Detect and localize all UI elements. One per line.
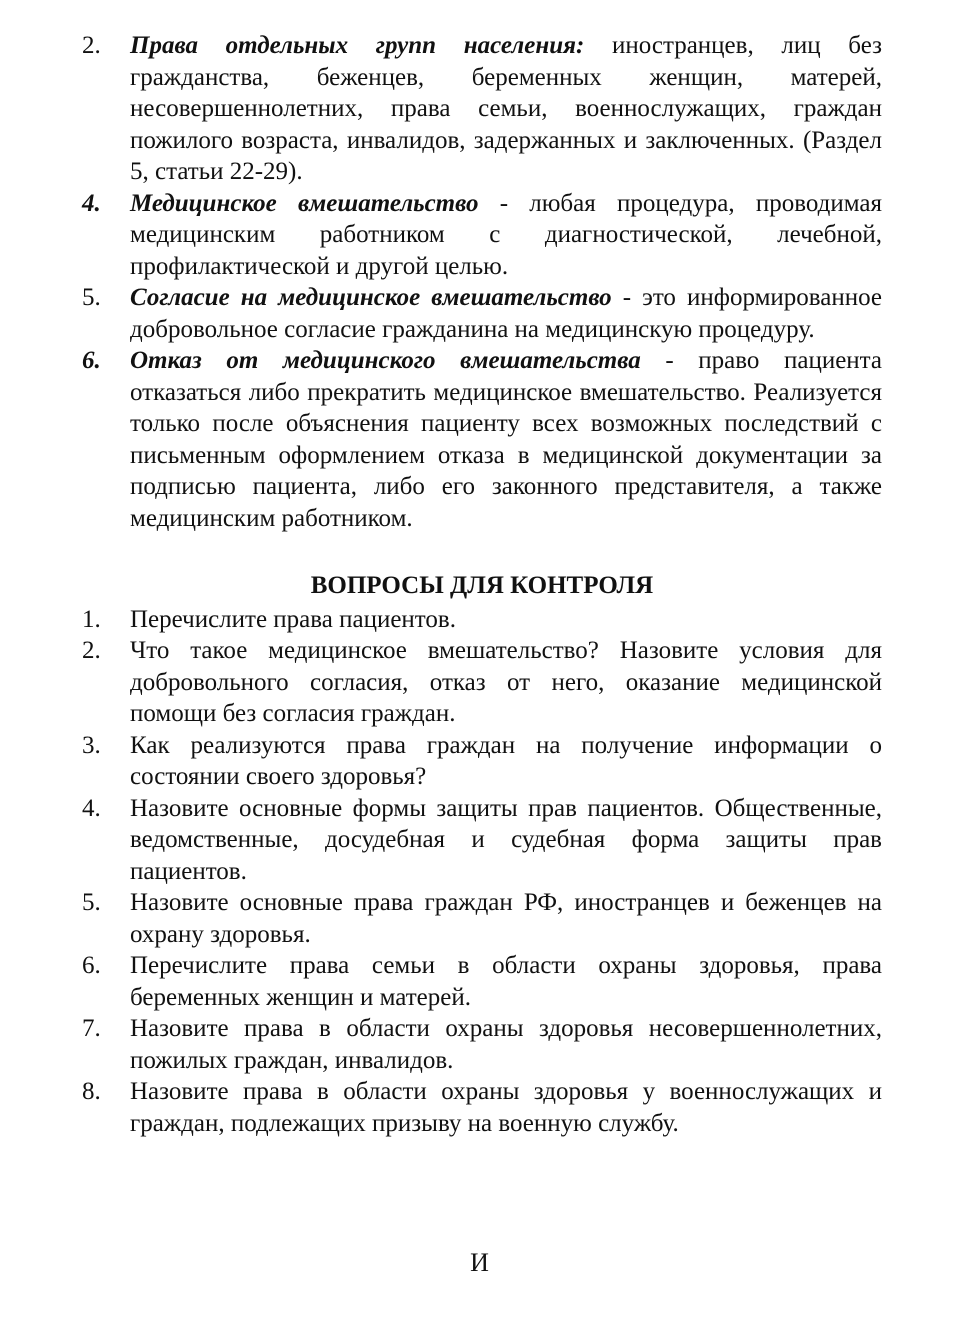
definition-term: Медицинское вмешательство bbox=[130, 189, 479, 217]
definition-number: 4. bbox=[82, 189, 101, 217]
question-text: Назовите основные формы защиты прав пациентов. Общественные, ведомственные, досудебная и судебная форма защиты прав пациентов. bbox=[130, 794, 882, 885]
question-item bbox=[82, 635, 882, 730]
question-number: 3. bbox=[82, 731, 101, 759]
question-text: Что такое медицинское вмешательство? Назовите условия для добровольного согласия, отказ от него, оказание медицинской помощи без согласия граждан. bbox=[130, 637, 882, 727]
definition-text: - любая процедура, проводимая медицинским работником с диагностической, лечебной, профилактической и другой целью. bbox=[130, 189, 882, 280]
question-item bbox=[82, 950, 882, 1013]
question-item bbox=[82, 1076, 882, 1139]
definition-number: 6. bbox=[82, 347, 101, 374]
page-number: И bbox=[470, 1248, 489, 1277]
definition-number: 5. bbox=[82, 284, 101, 311]
question-text: Как реализуются права граждан на получение информации о состоянии своего здоровья? bbox=[130, 731, 882, 790]
question-number: 5. bbox=[82, 889, 101, 916]
definition-term: Отказ от медицинского вмешательства bbox=[130, 347, 641, 374]
question-text: Перечислите права пациентов. bbox=[130, 605, 456, 633]
definition-text: иностранцев, лиц без гражданства, беженцев, беременных женщин, матерей, несовершеннолетних, права семьи, военнослужащих, граждан пожилого возраста, инвалидов, задержанных и заключенных. (Раздел 5, статьи 22-29). bbox=[130, 32, 882, 185]
definition-body bbox=[130, 345, 882, 534]
definition-number: 2. bbox=[82, 32, 101, 59]
definition-body bbox=[130, 30, 882, 188]
definition-body bbox=[130, 282, 882, 345]
question-item bbox=[82, 1013, 882, 1076]
definition-item bbox=[82, 282, 882, 345]
question-text: Назовите основные права граждан РФ, иностранцев и беженцев на охрану здоровья. bbox=[130, 889, 882, 948]
question-number: 4. bbox=[82, 794, 101, 822]
text-block bbox=[82, 30, 882, 1139]
definition-term: Согласие на медицинское вмешательство bbox=[130, 284, 612, 311]
question-number: 7. bbox=[82, 1015, 101, 1042]
question-item bbox=[82, 793, 882, 888]
definition-item bbox=[82, 188, 882, 283]
question-text: Назовите права в области охраны здоровья несовершеннолетних, пожилых граждан, инвалидов. bbox=[130, 1015, 882, 1074]
question-number: 6. bbox=[82, 952, 101, 979]
question-number: 1. bbox=[82, 605, 101, 633]
definition-text: - право пациента отказаться либо прекратить медицинское вмешательство. Реализуется только после объяснения пациенту всех возможных последствий с письменным оформлением отказа в медицинской документации за подписью пациента, либо его законного представителя, а также медицинским работником. bbox=[130, 347, 882, 532]
question-number: 8. bbox=[82, 1078, 101, 1105]
question-number: 2. bbox=[82, 637, 101, 664]
definition-text: - это информированное добровольное согласие гражданина на медицинскую процедуру. bbox=[130, 284, 882, 343]
question-item bbox=[82, 604, 882, 636]
question-text: Назовите права в области охраны здоровья у военнослужащих и граждан, подлежащих призыву на военную службу. bbox=[130, 1078, 882, 1137]
definition-item bbox=[82, 30, 882, 188]
definition-item bbox=[82, 345, 882, 534]
definition-term: Права отдельных групп населения: bbox=[130, 32, 585, 59]
question-text: Перечислите права семьи в области охраны здоровья, права беременных женщин и матерей. bbox=[130, 952, 882, 1011]
questions-heading: ВОПРОСЫ ДЛЯ КОНТРОЛЯ bbox=[310, 572, 654, 599]
question-item bbox=[82, 887, 882, 950]
question-item bbox=[82, 730, 882, 793]
definition-body bbox=[130, 188, 882, 283]
